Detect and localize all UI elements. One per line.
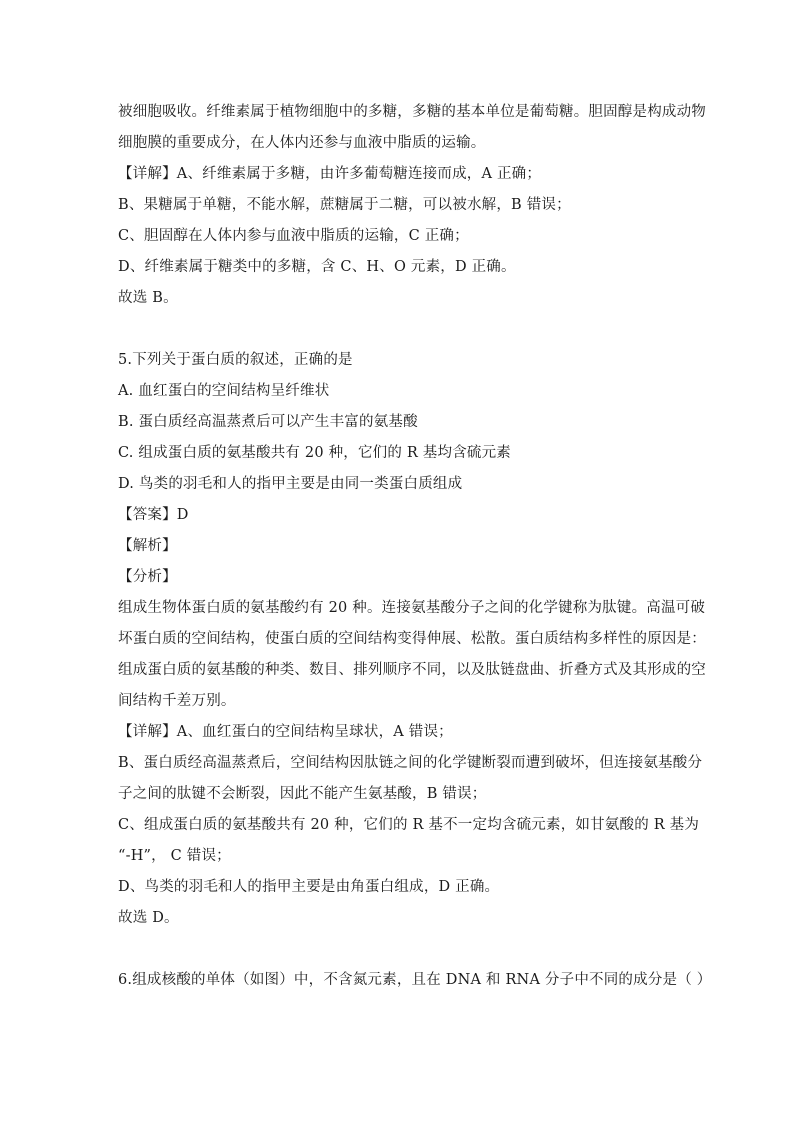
text-line: C、胆固醇在人体内参与血液中脂质的运输，C 正确；	[118, 228, 469, 244]
text-line: 被细胞吸收。纤维素属于植物细胞中的多糖，多糖的基本单位是葡萄糖。胆固醇是构成动物	[118, 104, 706, 120]
text-line: 坏蛋白质的空间结构，使蛋白质的空间结构变得伸展、松散。蛋白质结构多样性的原因是：	[118, 631, 706, 647]
question-title: 6.组成核酸的单体（如图）中，不含氮元素，且在 DNA 和 RNA 分子中不同的成分是（ ）	[118, 972, 712, 988]
analysis-subheading: 【分析】	[118, 569, 177, 585]
text-line: 组成生物体蛋白质的氨基酸约有 20 种。连接氨基酸分子之间的化学键称为肽键。高温可破	[118, 600, 706, 616]
option-d: D. 鸟类的羽毛和人的指甲主要是由同一类蛋白质组成	[118, 476, 463, 492]
text-line: B、果糖属于单糖，不能水解，蔗糖属于二糖，可以被水解，B 错误；	[118, 197, 571, 213]
text-line: 组成蛋白质的氨基酸的种类、数目、排列顺序不同，以及肽链盘曲、折叠方式及其形成的空	[118, 662, 706, 678]
option-c: C. 组成蛋白质的氨基酸共有 20 种，它们的 R 基均含硫元素	[118, 445, 511, 461]
text-line: 故选 D。	[118, 910, 179, 926]
question-title: 5.下列关于蛋白质的叙述，正确的是	[118, 352, 353, 368]
text-line: B、蛋白质经高温蒸煮后，空间结构因肽链之间的化学键断裂而遭到破坏，但连接氨基酸分	[118, 755, 703, 771]
text-line: “-H”， C 错误；	[118, 848, 231, 864]
option-b: B. 蛋白质经高温蒸煮后可以产生丰富的氨基酸	[118, 414, 418, 430]
text-line: D、纤维素属于糖类中的多糖，含 C、H、O 元素，D 正确。	[118, 259, 516, 275]
text-line: 细胞膜的重要成分，在人体内还参与血液中脂质的运输。	[118, 135, 486, 151]
option-a: A. 血红蛋白的空间结构呈纤维状	[118, 383, 330, 399]
text-line: 故选 B。	[118, 290, 178, 306]
text-line: 【详解】A、纤维素属于多糖，由许多葡萄糖连接而成，A 正确；	[118, 166, 542, 182]
text-line: C、组成蛋白质的氨基酸共有 20 种，它们的 R 基不一定均含硫元素，如甘氨酸的 R 基为	[118, 817, 700, 833]
analysis-heading: 【解析】	[118, 538, 177, 554]
text-line: D、鸟类的羽毛和人的指甲主要是由角蛋白组成，D 正确。	[118, 879, 500, 895]
answer-label: 【答案】D	[118, 507, 189, 523]
text-line: 【详解】A、血红蛋白的空间结构呈球状，A 错误；	[118, 724, 453, 740]
text-line: 间结构千差万别。	[118, 693, 236, 709]
text-line: 子之间的肽键不会断裂，因此不能产生氨基酸，B 错误；	[118, 786, 487, 802]
